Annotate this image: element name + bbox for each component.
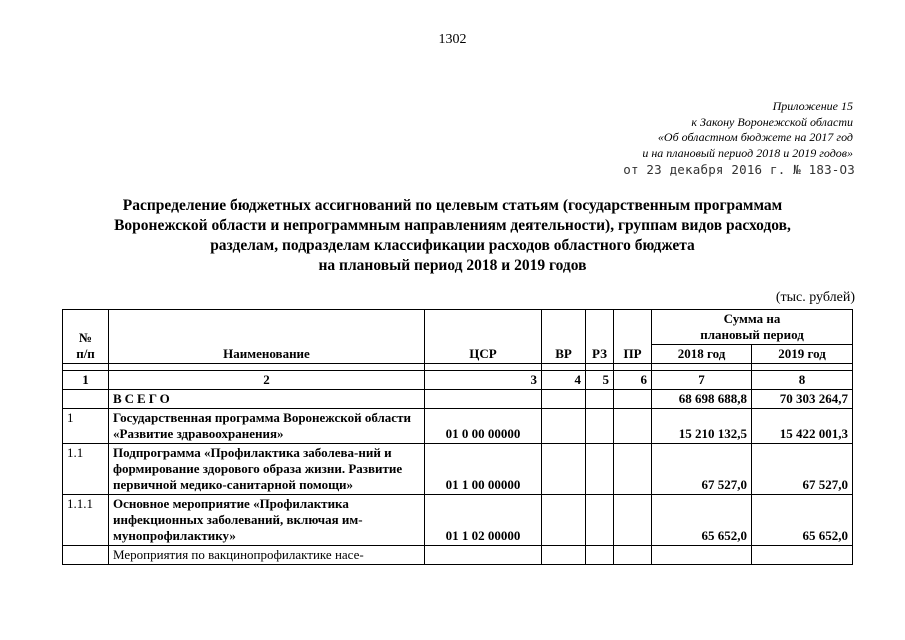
appendix-line: и на плановый период 2018 и 2019 годов» bbox=[642, 145, 853, 160]
table-row bbox=[63, 495, 853, 546]
row-rz bbox=[586, 546, 614, 565]
column-number: 1 bbox=[63, 371, 109, 390]
row-vr bbox=[542, 444, 586, 495]
row-csr bbox=[425, 546, 542, 565]
row-csr: 01 0 00 00000 bbox=[425, 409, 542, 444]
table-row bbox=[63, 409, 853, 444]
row-2019 bbox=[752, 546, 853, 565]
page-number: 1302 bbox=[438, 32, 467, 47]
appendix-line: Приложение 15 bbox=[772, 99, 853, 113]
header-csr: ЦСР bbox=[425, 310, 542, 364]
row-2018: 67 527,0 bbox=[652, 444, 752, 495]
column-number: 3 bbox=[425, 371, 542, 390]
row-pr bbox=[614, 444, 652, 495]
row-name: Подпрограмма «Профилактика заболева-ний и формирование здорового образа жизни. Развитие первичной медико-санитарной помощи» bbox=[109, 444, 425, 495]
units-label: (тыс. рублей) bbox=[775, 290, 855, 305]
title-line: разделам, подразделам классификации расходов областного бюджета bbox=[210, 237, 695, 254]
total-label: ВСЕГО bbox=[109, 390, 425, 409]
row-number: 1.1 bbox=[63, 444, 109, 495]
table-row bbox=[63, 444, 853, 495]
header-name: Наименование bbox=[109, 310, 425, 364]
row-vr bbox=[542, 409, 586, 444]
table-row bbox=[63, 546, 853, 565]
total-2018: 68 698 688,8 bbox=[652, 390, 752, 409]
total-2019: 70 303 264,7 bbox=[752, 390, 853, 409]
header-rz: РЗ bbox=[586, 310, 614, 364]
row-2018 bbox=[652, 546, 752, 565]
title-line: Воронежской области и непрограммным направлениям деятельности), группам видов расходов, bbox=[114, 217, 791, 234]
row-vr bbox=[542, 546, 586, 565]
row-2019: 67 527,0 bbox=[752, 444, 853, 495]
row-rz bbox=[586, 495, 614, 546]
title-line: на плановый период 2018 и 2019 годов bbox=[318, 257, 587, 274]
header-no: № п/п bbox=[63, 310, 109, 364]
law-date-stamp: от 23 декабря 2016 г. № 183-ОЗ bbox=[623, 162, 855, 177]
total-row bbox=[63, 390, 853, 409]
row-rz bbox=[586, 409, 614, 444]
appendix-line: «Об областном бюджете на 2017 год bbox=[657, 130, 853, 144]
row-number bbox=[63, 546, 109, 565]
header-pr: ПР bbox=[614, 310, 652, 364]
column-number: 7 bbox=[652, 371, 752, 390]
header-2018: 2018 год bbox=[652, 345, 752, 364]
document-title bbox=[0, 196, 905, 276]
row-csr: 01 1 00 00000 bbox=[425, 444, 542, 495]
row-2019: 15 422 001,3 bbox=[752, 409, 853, 444]
row-csr: 01 1 02 00000 bbox=[425, 495, 542, 546]
column-number: 4 bbox=[542, 371, 586, 390]
header-gap bbox=[63, 364, 853, 371]
row-name: Основное мероприятие «Профилактика инфекционных заболеваний, включая им-мунопрофилактику» bbox=[109, 495, 425, 546]
column-number-row bbox=[63, 371, 853, 390]
row-vr bbox=[542, 495, 586, 546]
row-number: 1 bbox=[63, 409, 109, 444]
header-vr: ВР bbox=[542, 310, 586, 364]
column-number: 5 bbox=[586, 371, 614, 390]
budget-table bbox=[62, 309, 853, 565]
row-2019: 65 652,0 bbox=[752, 495, 853, 546]
row-pr bbox=[614, 546, 652, 565]
row-number: 1.1.1 bbox=[63, 495, 109, 546]
header-row bbox=[63, 310, 853, 345]
column-number: 8 bbox=[752, 371, 853, 390]
header-2019: 2019 год bbox=[752, 345, 853, 364]
row-name: Государственная программа Воронежской области «Развитие здравоохранения» bbox=[109, 409, 425, 444]
appendix-block bbox=[642, 99, 853, 161]
column-number: 2 bbox=[109, 371, 425, 390]
row-name: Мероприятия по вакцинопрофилактике насе- bbox=[109, 546, 425, 565]
appendix-line: к Закону Воронежской области bbox=[691, 114, 853, 129]
row-rz bbox=[586, 444, 614, 495]
column-number: 6 bbox=[614, 371, 652, 390]
row-2018: 65 652,0 bbox=[652, 495, 752, 546]
header-sum: Сумма на плановый период bbox=[652, 310, 853, 345]
row-2018: 15 210 132,5 bbox=[652, 409, 752, 444]
title-line: Распределение бюджетных ассигнований по целевым статьям (государственным программам bbox=[122, 197, 783, 214]
row-pr bbox=[614, 409, 652, 444]
row-pr bbox=[614, 495, 652, 546]
